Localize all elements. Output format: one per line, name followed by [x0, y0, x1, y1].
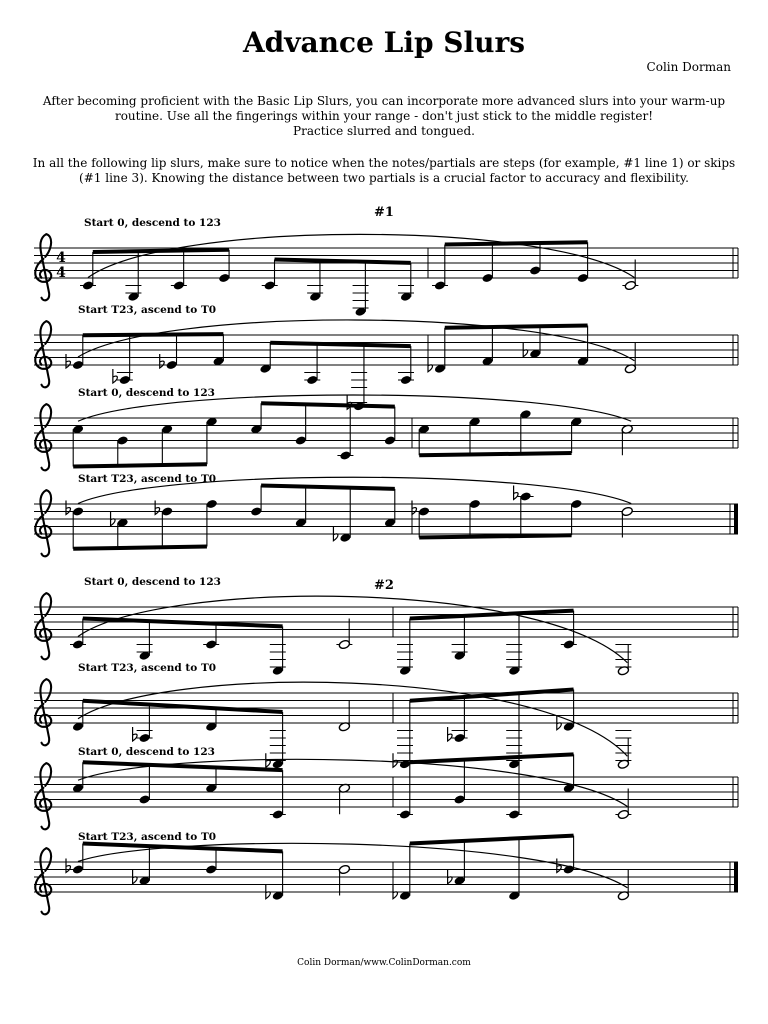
- final-bar-thick: [734, 862, 738, 892]
- flat-sign: [66, 501, 71, 515]
- staff-line-group: [34, 217, 738, 317]
- flat-sign: [412, 501, 417, 515]
- line-instruction: Start 0, descend to 123: [78, 746, 215, 758]
- staff-line-group: [34, 831, 738, 914]
- half-note: [624, 280, 636, 290]
- line-instruction: Start 0, descend to 123: [84, 217, 221, 229]
- treble-clef-icon: [35, 234, 51, 300]
- half-note: [621, 506, 633, 516]
- line-instruction: Start T23, ascend to T0: [78, 831, 217, 843]
- treble-clef-icon: [35, 763, 51, 829]
- staff-line-group: [34, 387, 738, 470]
- time-signature-top: 4: [56, 250, 66, 266]
- note-beam: [410, 754, 574, 762]
- flat-sign: [448, 727, 453, 741]
- instructions-paragraph: In all the following lip slurs, make sure to notice when the notes/partials are steps (for example, #1 line 1) or skips (#1 line 3). Knowing the distance between two partials is a crucial factor to accuracy and flexibility.: [32, 156, 736, 185]
- note-beam: [275, 260, 411, 263]
- treble-clef-icon: [35, 490, 51, 556]
- treble-clef-icon: [35, 321, 51, 387]
- intro-practice-text: Practice slurred and tongued.: [293, 124, 475, 138]
- treble-clef-icon: [35, 679, 51, 745]
- treble-clef-icon: [35, 848, 51, 914]
- flat-sign: [557, 859, 562, 873]
- note-beam: [83, 701, 283, 712]
- flat-sign: [113, 369, 118, 383]
- note-beam: [419, 535, 571, 537]
- final-bar-thick: [734, 504, 738, 534]
- intro-text: After becoming proficient with the Basic Lip Slurs, you can incorporate more advanced slurs into your warm-up routine. Use all the fingerings within your range - don't just stick to the middle register!: [42, 94, 726, 123]
- flat-sign: [66, 859, 71, 873]
- flat-sign: [393, 753, 398, 767]
- staff-line-group: [34, 746, 738, 829]
- line-instruction: Start 0, descend to 123: [84, 576, 221, 588]
- flat-sign: [160, 354, 165, 368]
- flat-sign: [266, 753, 271, 767]
- composer-name: Colin Dorman: [646, 60, 731, 74]
- page-title: Advance Lip Slurs: [242, 26, 526, 59]
- half-note: [617, 809, 629, 819]
- line-instruction: Start 0, descend to 123: [78, 387, 215, 399]
- note-beam: [419, 453, 571, 455]
- exercise-label: #1: [374, 205, 394, 220]
- exercise-label: #2: [374, 578, 394, 593]
- time-signature-bottom: 4: [56, 265, 66, 281]
- note-beam: [261, 486, 395, 489]
- note-beam: [410, 836, 574, 844]
- treble-clef-icon: [35, 404, 51, 470]
- note-beam: [445, 326, 588, 328]
- note-beam: [73, 547, 207, 549]
- line-instruction: Start T23, ascend to T0: [78, 304, 217, 316]
- half-note: [338, 864, 350, 874]
- line-instruction: Start T23, ascend to T0: [78, 662, 217, 674]
- note-beam: [270, 343, 411, 346]
- flat-sign: [155, 501, 160, 515]
- flat-sign: [133, 727, 138, 741]
- slur: [78, 843, 627, 887]
- footer-credit: Colin Dorman/www.ColinDorman.com: [297, 958, 471, 968]
- note-beam: [261, 403, 395, 406]
- note-beam: [73, 464, 207, 466]
- flat-sign: [66, 354, 71, 368]
- line-instruction: Start T23, ascend to T0: [78, 473, 217, 485]
- staff-line-group: [34, 473, 738, 556]
- note-beam: [83, 844, 283, 852]
- flat-sign: [514, 486, 519, 500]
- treble-clef-icon: [35, 593, 51, 659]
- half-note: [338, 639, 350, 649]
